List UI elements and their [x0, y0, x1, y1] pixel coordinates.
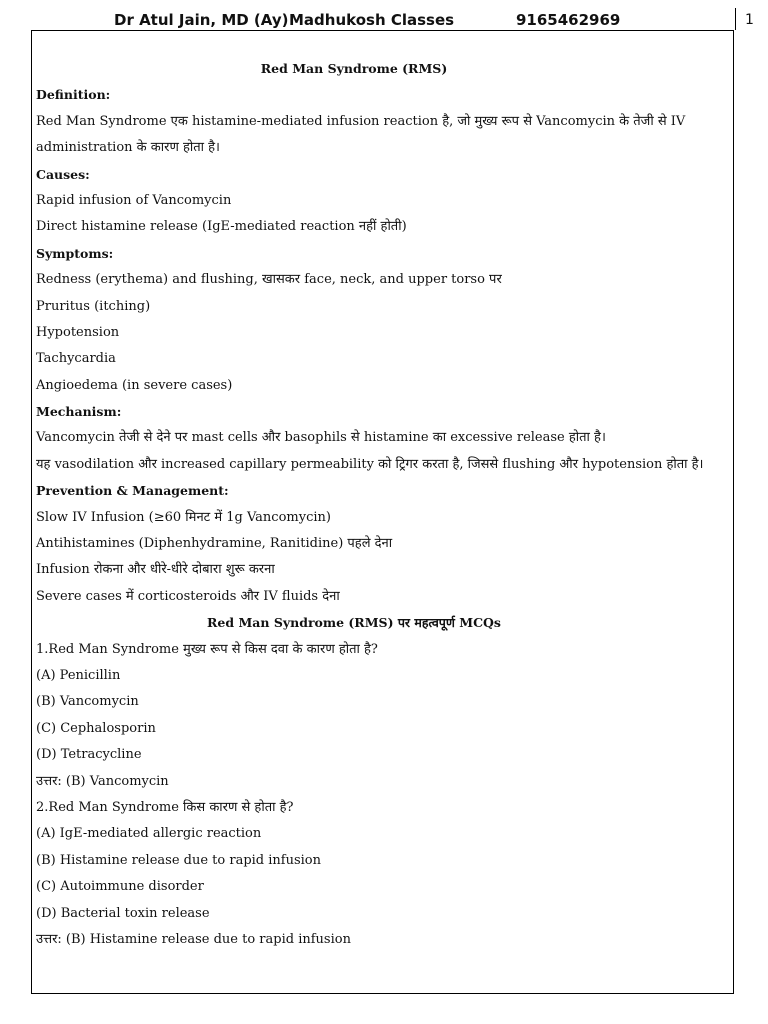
prevention-line: Infusion रोकना और धीरे-धीरे दोबारा शुरू करना	[36, 562, 275, 578]
mcq-option: (B) Vancomycin	[36, 694, 139, 710]
mcq-option: (D) Bacterial toxin release	[36, 905, 210, 921]
mcq-answer: उत्तर: (B) Vancomycin	[36, 773, 169, 789]
header-author: Dr Atul Jain, MD (Ay)	[114, 11, 289, 29]
mcq-option: (C) Cephalosporin	[36, 720, 156, 736]
document-title: Red Man Syndrome (RMS)	[260, 61, 448, 76]
causes-heading: Causes:	[36, 166, 90, 182]
mcq-option: (B) Histamine release due to rapid infusion	[36, 852, 322, 868]
symptoms-line: Hypotension	[36, 324, 120, 340]
header-phone: 9165462969	[516, 11, 621, 29]
symptoms-line: Angioedema (in severe cases)	[36, 377, 233, 393]
document-body	[36, 56, 726, 953]
mcq-section-title: Red Man Syndrome (RMS) पर महत्वपूर्ण MCQs	[207, 615, 501, 631]
mechanism-line: यह vasodilation और increased capillary permeability को ट्रिगर करता है, जिससे flushing और hypotension होता है।	[36, 456, 704, 472]
mechanism-line: Vancomycin तेजी से देने पर mast cells और basophils से histamine का excessive release होता है।	[36, 430, 606, 446]
symptoms-line: Tachycardia	[36, 351, 116, 367]
mcq-question: 1.Red Man Syndrome मुख्य रूप से किस दवा के कारण होता है?	[36, 641, 378, 657]
prevention-line: Antihistamines (Diphenhydramine, Ranitidine) पहले देना	[36, 536, 393, 552]
symptoms-line: Pruritus (itching)	[36, 298, 151, 314]
mcq-option: (A) Penicillin	[36, 667, 121, 683]
header-institute: Madhukosh Classes	[289, 11, 455, 29]
prevention-line: Severe cases में corticosteroids और IV fluids देना	[36, 588, 340, 604]
prevention-heading: Prevention & Management:	[36, 483, 229, 499]
page-number: 1	[745, 12, 754, 28]
causes-line: Direct histamine release (IgE-mediated reaction नहीं होती)	[36, 219, 407, 235]
mcq-option: (C) Autoimmune disorder	[36, 879, 204, 895]
mcq-question: 2.Red Man Syndrome किस कारण से होता है?	[36, 799, 294, 815]
definition-heading: Definition:	[36, 87, 111, 103]
definition-line: administration के कारण होता है।	[36, 140, 220, 156]
page-header	[0, 0, 768, 30]
causes-line: Rapid infusion of Vancomycin	[36, 192, 232, 208]
header-divider	[735, 8, 736, 30]
mcq-answer: उत्तर: (B) Histamine release due to rapid infusion	[36, 931, 351, 947]
mcq-option: (D) Tetracycline	[36, 747, 142, 763]
prevention-line: Slow IV Infusion (≥60 मिनट में 1g Vancomycin)	[36, 509, 331, 525]
mcq-option: (A) IgE-mediated allergic reaction	[36, 826, 262, 842]
definition-line: Red Man Syndrome एक histamine-mediated infusion reaction है, जो मुख्य रूप से Vancomycin के तेजी से IV	[36, 113, 686, 129]
symptoms-heading: Symptoms:	[36, 245, 114, 261]
mechanism-heading: Mechanism:	[36, 404, 122, 420]
symptoms-line: Redness (erythema) and flushing, खासकर face, neck, and upper torso पर	[36, 272, 502, 288]
